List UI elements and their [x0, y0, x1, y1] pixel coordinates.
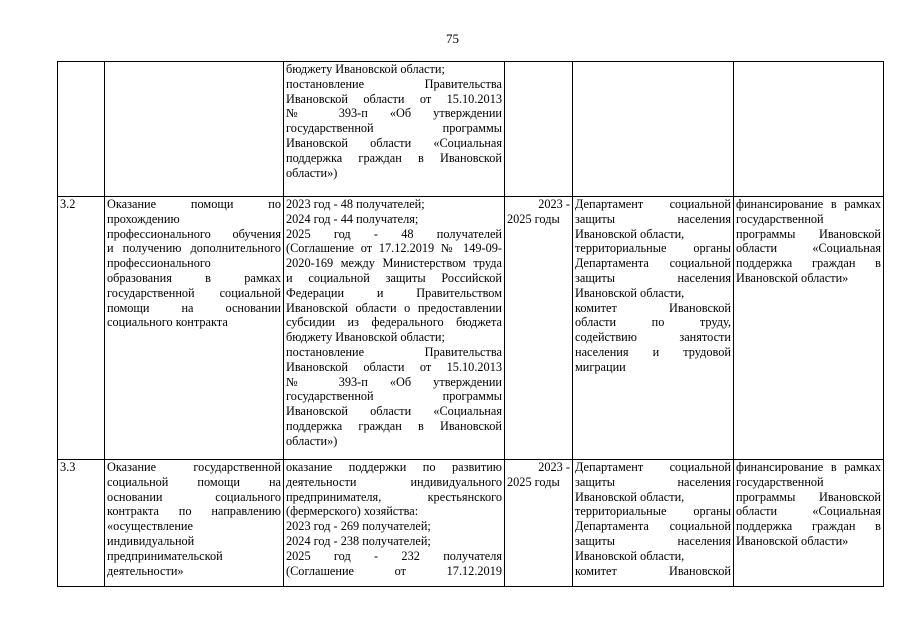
- event-line: деятельности»: [107, 563, 184, 578]
- executor-cell: [573, 460, 734, 587]
- event-line: основании социального: [107, 489, 281, 504]
- basis-line: № 393-п «Об утверждении: [286, 106, 502, 121]
- basis-line: бюджету Ивановской области;: [286, 330, 445, 345]
- basis-line: 2024 год - 238 получателей;: [286, 533, 431, 548]
- basis-line: области»): [286, 165, 338, 180]
- event-line: прохождению: [107, 211, 180, 226]
- event-line: «осуществление: [107, 519, 193, 534]
- basis-line: Ивановской области от 15.10.2013: [286, 91, 502, 106]
- basis-cell: [284, 460, 505, 587]
- row-number: [58, 460, 105, 587]
- financing-line: финансирование в рамках: [736, 460, 881, 474]
- executor-cell: [573, 197, 734, 460]
- basis-cell: [284, 197, 505, 460]
- financing-line: поддержка граждан в: [736, 256, 881, 271]
- basis-line: 2023 год - 48 получателей;: [286, 197, 425, 211]
- basis-line: Ивановской области «Социальная: [286, 404, 502, 419]
- basis-line: (Соглашение от 17.12.2019 № 149-09-: [286, 241, 502, 256]
- financing-cell: [734, 460, 884, 587]
- basis-line: Федерации и Правительством: [286, 285, 502, 300]
- period-cell: [505, 62, 573, 197]
- financing-line: Ивановской области»: [736, 533, 849, 548]
- basis-line: государственной программы: [286, 121, 502, 136]
- executor-line: защиты населения: [575, 474, 731, 489]
- executor-line: защиты населения: [575, 533, 731, 548]
- table-row: [58, 460, 884, 587]
- financing-cell: [734, 62, 884, 197]
- financing-line: государственной: [736, 211, 824, 226]
- financing-line: области «Социальная: [736, 504, 881, 519]
- row-number-text: 3.2: [60, 197, 76, 211]
- event-line: государственной социальной: [107, 285, 281, 300]
- period-line: 2023 -: [538, 197, 570, 211]
- financing-line: государственной: [736, 474, 824, 489]
- executor-line: Департамента социальной: [575, 519, 731, 534]
- basis-line: поддержка граждан в Ивановской: [286, 150, 502, 165]
- executor-line: Департамент социальной: [575, 197, 731, 211]
- basis-line: 2025 год - 48 получателей: [286, 226, 502, 241]
- period-cell: [505, 197, 573, 460]
- basis-line: (фермерского) хозяйства:: [286, 504, 419, 519]
- basis-line: предпринимателя, крестьянского: [286, 489, 502, 504]
- row-number: [58, 62, 105, 197]
- basis-line: 2023 год - 269 получателей;: [286, 519, 431, 534]
- executor-line: защиты населения: [575, 270, 731, 285]
- executor-line: области по труду,: [575, 315, 731, 330]
- basis-line: деятельности индивидуального: [286, 474, 502, 489]
- basis-line: постановление Правительства: [286, 76, 502, 91]
- financing-line: программы Ивановской: [736, 489, 881, 504]
- basis-cell: [284, 62, 505, 197]
- executor-line: Ивановской области,: [575, 548, 685, 563]
- financing-cell: [734, 197, 884, 460]
- basis-line: 2020-169 между Министерством труда: [286, 256, 502, 271]
- measures-table: [57, 61, 884, 587]
- basis-line: поддержка граждан в Ивановской: [286, 418, 502, 433]
- executor-line: Департамент социальной: [575, 460, 731, 474]
- executor-line: Департамента социальной: [575, 256, 731, 271]
- basis-line: оказание поддержки по развитию: [286, 460, 502, 474]
- basis-line: государственной программы: [286, 389, 502, 404]
- event-line: контракта по направлению: [107, 504, 281, 519]
- basis-line: бюджету Ивановской области;: [286, 62, 445, 76]
- financing-line: области «Социальная: [736, 241, 881, 256]
- basis-line: 2025 год - 232 получателя: [286, 548, 502, 563]
- basis-line: 2024 год - 44 получателя;: [286, 211, 419, 226]
- event-line: предпринимательской: [107, 548, 223, 563]
- page-number: 75: [446, 31, 459, 46]
- event-line: социальной помощи на: [107, 474, 281, 489]
- executor-line: Ивановской области,: [575, 226, 685, 241]
- table-row: [58, 197, 884, 460]
- event-line: социального контракта: [107, 315, 228, 330]
- event-line: и получению дополнительного: [107, 241, 281, 256]
- period-cell: [505, 460, 573, 587]
- executor-line: комитет Ивановской: [575, 563, 731, 578]
- executor-line: комитет Ивановской: [575, 300, 731, 315]
- executor-line: содействию занятости: [575, 330, 731, 345]
- basis-line: субсидии из федерального бюджета: [286, 315, 502, 330]
- executor-line: Ивановской области,: [575, 489, 685, 504]
- basis-line: области»): [286, 433, 338, 448]
- executor-line: территориальные органы: [575, 241, 731, 256]
- executor-line: территориальные органы: [575, 504, 731, 519]
- event-line: помощи на основании: [107, 300, 281, 315]
- event-cell: [105, 197, 284, 460]
- event-cell: [105, 62, 284, 197]
- financing-line: поддержка граждан в: [736, 519, 881, 534]
- table-row: [58, 62, 884, 197]
- event-line: Оказание государственной: [107, 460, 281, 474]
- basis-line: Ивановской области «Социальная: [286, 135, 502, 150]
- basis-line: Ивановской области о предоставлении: [286, 300, 502, 315]
- event-line: индивидуальной: [107, 533, 195, 548]
- row-number: [58, 197, 105, 460]
- event-line: профессионального: [107, 256, 211, 271]
- executor-line: населения и трудовой: [575, 344, 731, 359]
- event-cell: [105, 460, 284, 587]
- event-line: Оказание помощи по: [107, 197, 281, 211]
- executor-cell: [573, 62, 734, 197]
- executor-line: защиты населения: [575, 211, 731, 226]
- event-line: профессионального обучения: [107, 226, 281, 241]
- executor-line: Ивановской области,: [575, 285, 685, 300]
- executor-line: миграции: [575, 359, 626, 374]
- basis-line: и социальной защиты Российской: [286, 270, 502, 285]
- period-line: 2023 -: [538, 460, 570, 474]
- financing-line: Ивановской области»: [736, 270, 849, 285]
- basis-line: (Соглашение от 17.12.2019: [286, 563, 502, 578]
- financing-line: финансирование в рамках: [736, 197, 881, 211]
- period-line: 2025 годы: [507, 474, 560, 489]
- basis-line: Ивановской области от 15.10.2013: [286, 359, 502, 374]
- basis-line: № 393-п «Об утверждении: [286, 374, 502, 389]
- period-line: 2025 годы: [507, 211, 560, 226]
- row-number-text: 3.3: [60, 460, 76, 474]
- financing-line: программы Ивановской: [736, 226, 881, 241]
- event-line: образования в рамках: [107, 270, 281, 285]
- basis-line: постановление Правительства: [286, 344, 502, 359]
